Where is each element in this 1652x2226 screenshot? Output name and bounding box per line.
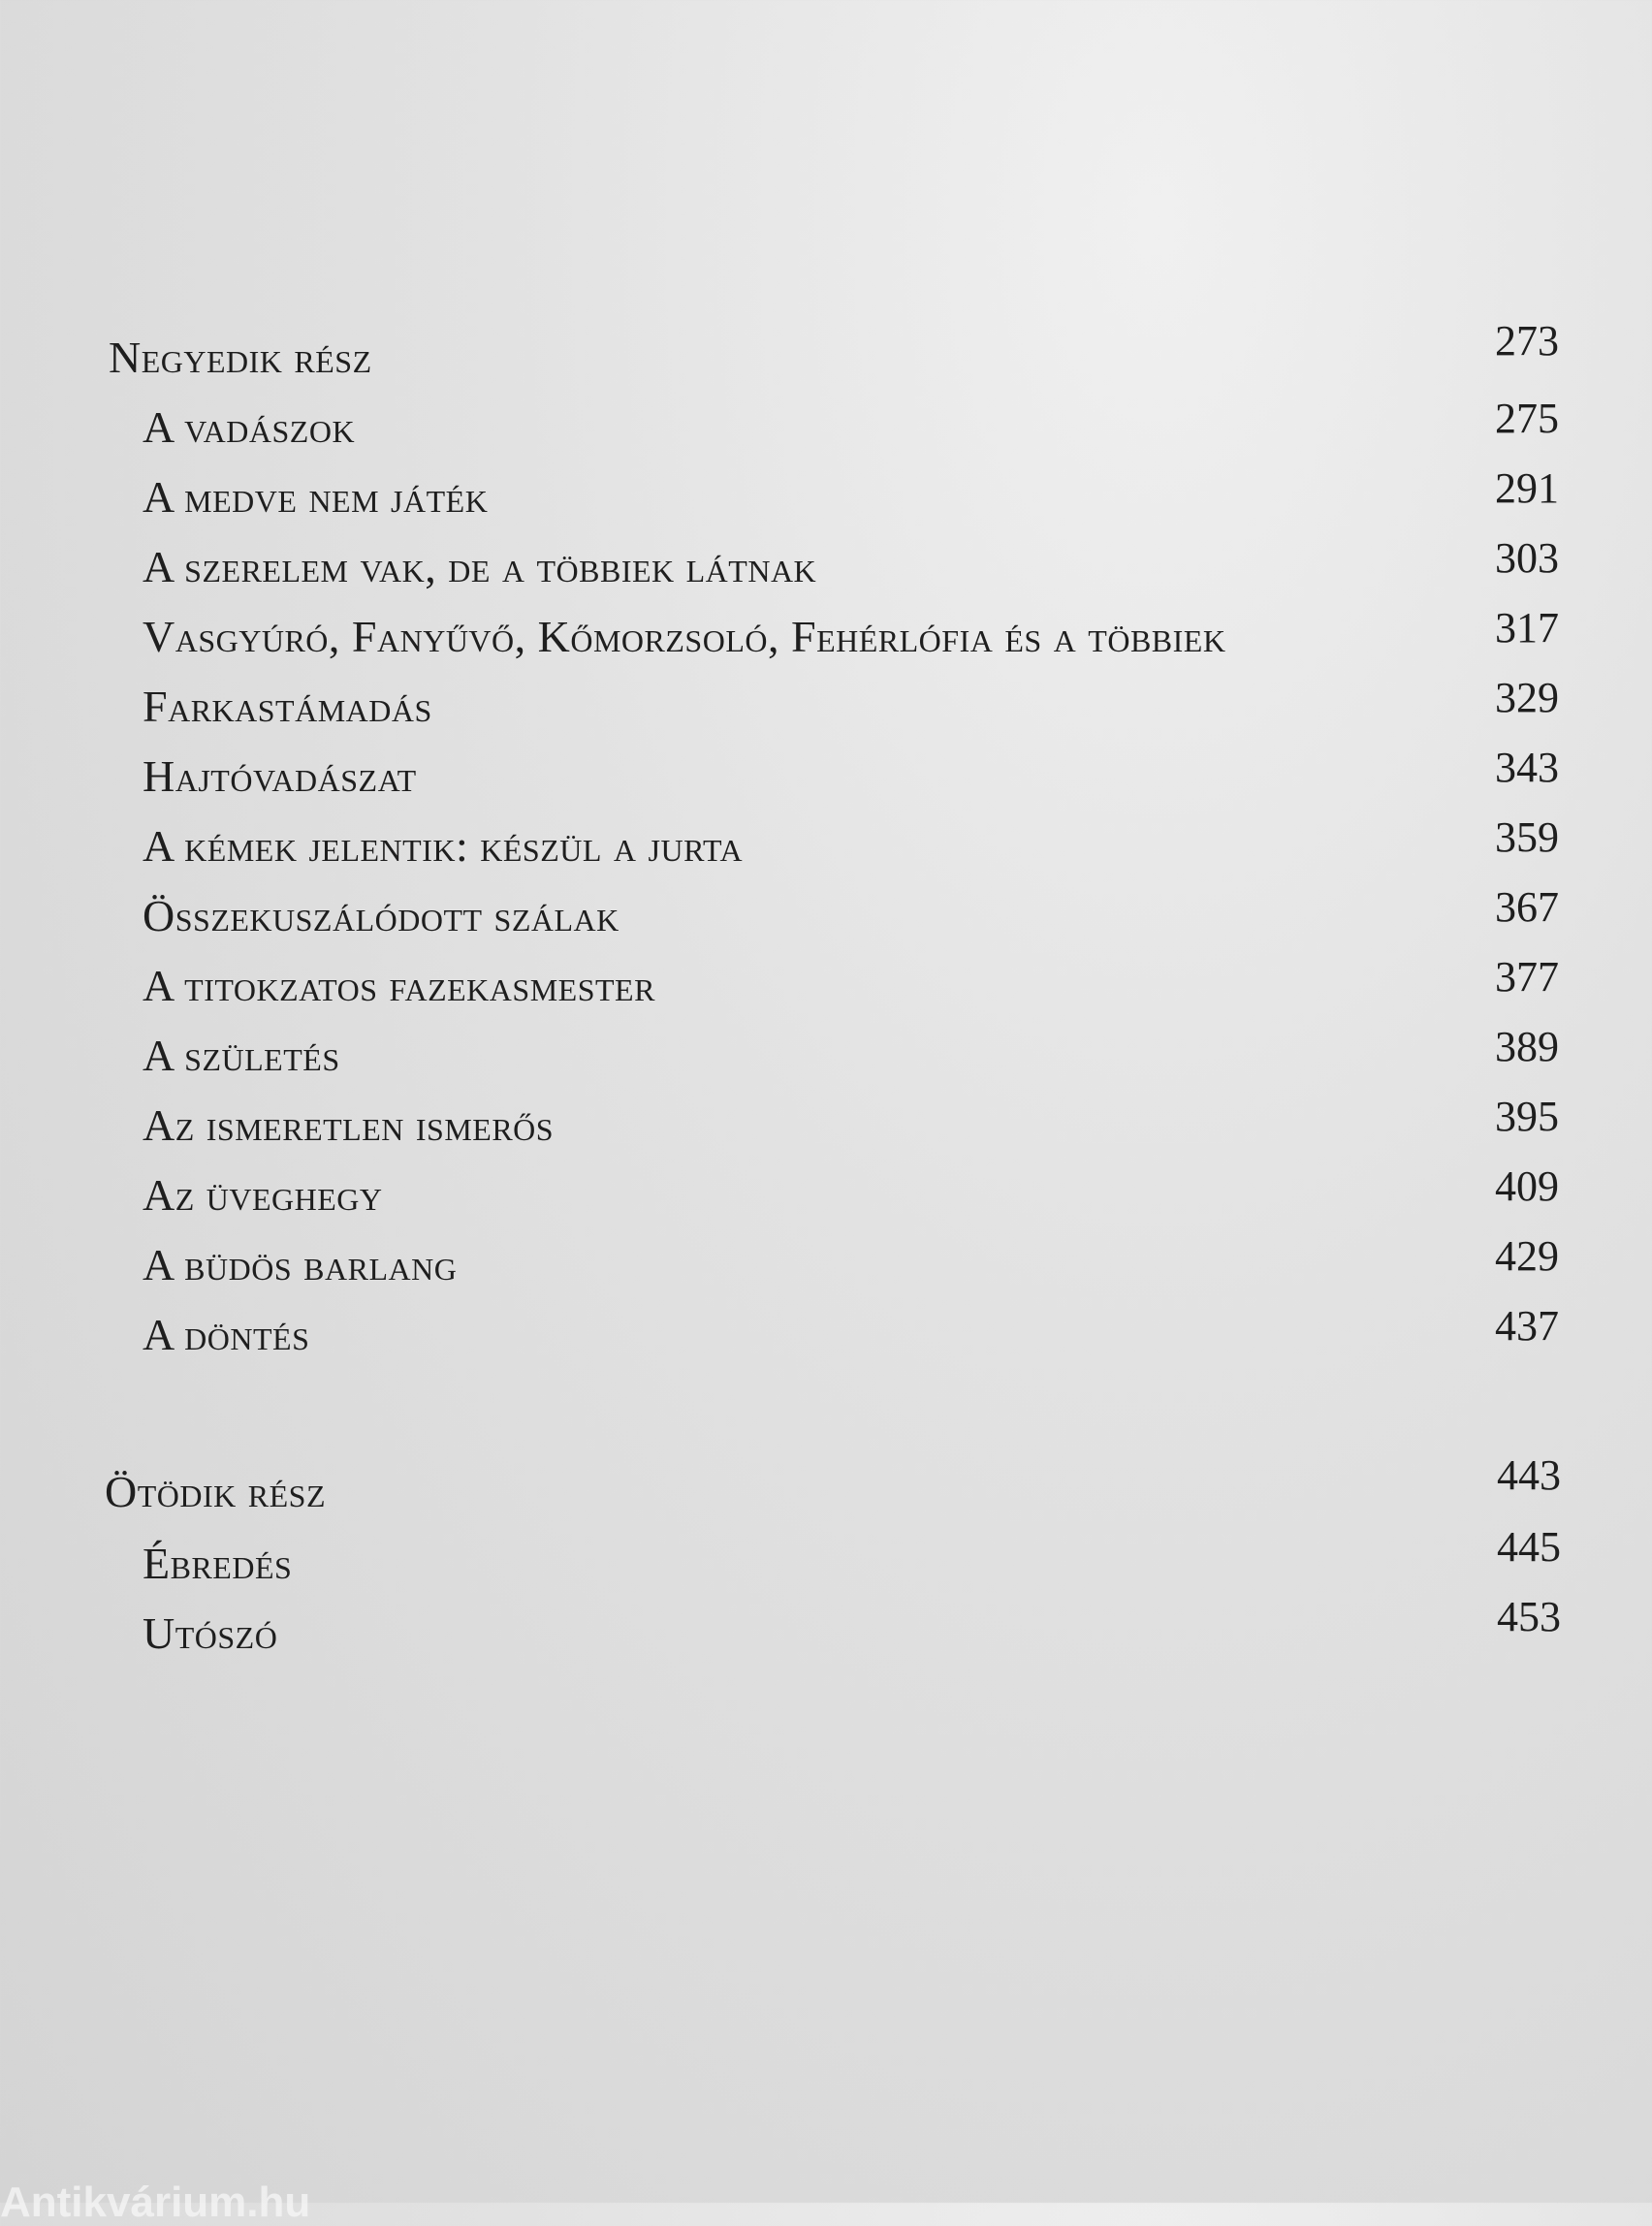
toc-chapter-row xyxy=(0,1524,1652,1594)
toc-chapter-row xyxy=(0,946,1652,1016)
part-page-number: 273 xyxy=(1495,317,1559,365)
chapter-title: Az üveghegy xyxy=(143,1170,383,1220)
chapter-page-number: 437 xyxy=(1495,1302,1559,1350)
watermark: Antikvárium.hu xyxy=(0,2178,311,2226)
toc-chapter-row xyxy=(0,807,1652,876)
part-title: Ötödik rész xyxy=(105,1467,326,1516)
chapter-title: A születés xyxy=(143,1031,340,1080)
chapter-title: Az ismeretlen ismerős xyxy=(143,1100,555,1150)
part-page-number: 443 xyxy=(1497,1451,1561,1499)
toc-chapter-row xyxy=(0,876,1652,946)
toc-chapter-row xyxy=(0,1016,1652,1086)
chapter-title: A büdös barlang xyxy=(143,1240,458,1289)
chapter-title: A titokzatos fazekasmester xyxy=(143,961,655,1010)
chapter-title: A vadászok xyxy=(143,402,356,452)
toc-chapter-row xyxy=(0,597,1652,667)
toc-chapter-row xyxy=(0,1295,1652,1365)
chapter-title: A medve nem játék xyxy=(143,472,489,522)
chapter-page-number: 429 xyxy=(1495,1232,1559,1280)
chapter-page-number: 445 xyxy=(1497,1523,1561,1571)
toc-chapter-row xyxy=(0,527,1652,597)
chapter-page-number: 329 xyxy=(1495,674,1559,721)
toc-chapter-row xyxy=(0,1156,1652,1225)
chapter-title: A kémek jelentik: készül a jurta xyxy=(143,821,744,871)
chapter-title: Utószó xyxy=(143,1608,278,1658)
chapter-page-number: 453 xyxy=(1497,1593,1561,1640)
chapter-page-number: 409 xyxy=(1495,1162,1559,1210)
chapter-title: Hajtóvadászat xyxy=(143,751,417,801)
chapter-title: Összekuszálódott szálak xyxy=(143,891,620,940)
chapter-title: Ébredés xyxy=(143,1539,293,1588)
toc-chapter-row xyxy=(0,1225,1652,1295)
chapter-page-number: 317 xyxy=(1495,604,1559,652)
toc-chapter-row xyxy=(0,737,1652,807)
chapter-page-number: 359 xyxy=(1495,813,1559,861)
chapter-page-number: 367 xyxy=(1495,883,1559,931)
chapter-page-number: 377 xyxy=(1495,953,1559,1001)
chapter-title: A döntés xyxy=(143,1310,310,1359)
chapter-page-number: 303 xyxy=(1495,534,1559,582)
toc-chapter-row xyxy=(0,1086,1652,1156)
toc-chapter-row xyxy=(0,388,1652,458)
toc-part-row xyxy=(0,318,1652,388)
chapter-title: A szerelem vak, de a többiek látnak xyxy=(143,542,817,591)
toc-chapter-row xyxy=(0,667,1652,737)
chapter-page-number: 343 xyxy=(1495,744,1559,791)
chapter-page-number: 389 xyxy=(1495,1023,1559,1070)
chapter-title: Farkastámadás xyxy=(143,682,432,731)
chapter-title: Vasgyúró, Fanyűvő, Kőmorzsoló, Fehérlófia és a többiek xyxy=(143,612,1226,661)
toc-chapter-row xyxy=(0,458,1652,527)
chapter-page-number: 291 xyxy=(1495,464,1559,512)
toc-chapter-row xyxy=(0,1594,1652,1664)
part-title: Negyedik rész xyxy=(109,333,372,382)
chapter-page-number: 395 xyxy=(1495,1093,1559,1140)
toc-part-row xyxy=(0,1452,1652,1522)
chapter-page-number: 275 xyxy=(1495,395,1559,442)
